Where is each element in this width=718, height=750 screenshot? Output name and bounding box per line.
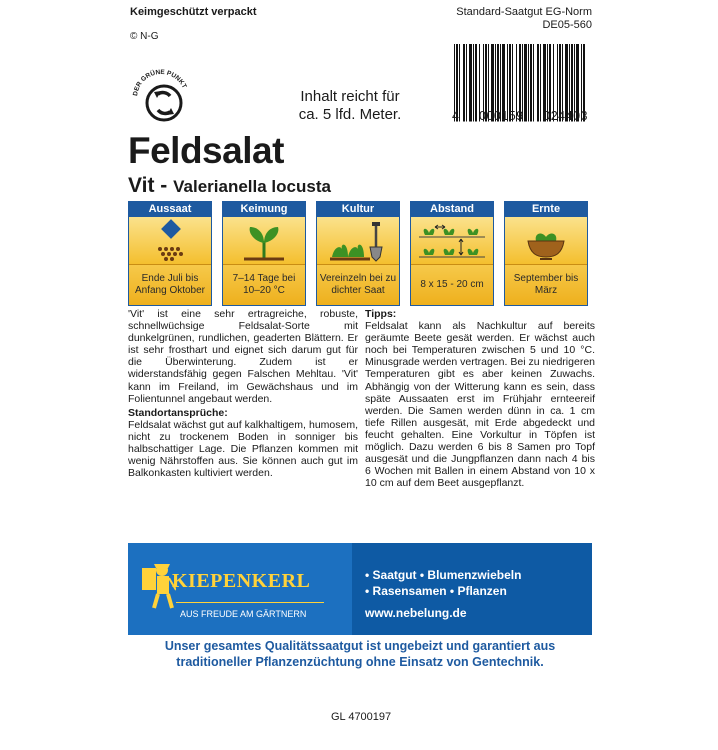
card-label: Abstand bbox=[411, 202, 493, 217]
description-text: 'Vit' ist eine sehr ertragreiche, robuste, schnellwüchsige Feldsalat-Sorte mit dunkelgrünen, rundlichen, geaderten Blättern. Er ist sehr frosthart und eignet sich darum gut für die Überwinterung. Zudem ist er widerstandsfähig gegen Falschen Mehltau. 'Vit' kann im Freiland, im Gewächshaus und im Folientunnel angebaut werden. bbox=[128, 308, 358, 405]
latin-name: Valerianella locusta bbox=[173, 177, 331, 196]
brand-slogan: AUS FREUDE AM GÄRTNERN bbox=[180, 609, 307, 619]
brand-divider bbox=[176, 602, 324, 603]
card-aussaat bbox=[128, 201, 212, 306]
logo-text: DER GRÜNE PUNKT bbox=[132, 68, 188, 97]
brand-list-item: • Saatgut • Blumenzwiebeln bbox=[365, 568, 522, 582]
product-subtitle bbox=[128, 174, 331, 198]
variety-name: Vit - bbox=[128, 174, 174, 197]
brand-name: KIEPENKERL bbox=[172, 570, 311, 592]
standard-line2: DE05-560 bbox=[542, 19, 592, 31]
card-text: September bis März bbox=[505, 265, 587, 305]
brand-website-link[interactable]: www.nebelung.de bbox=[365, 606, 467, 620]
standard-line1: Standard-Saatgut EG-Norm bbox=[456, 6, 592, 18]
kiepenkerl-figure-icon bbox=[140, 560, 176, 610]
card-abstand bbox=[410, 201, 494, 306]
card-text: Vereinzeln bei zu dichter Saat bbox=[317, 265, 399, 305]
card-text: 7–14 Tage bei 10–20 °C bbox=[223, 265, 305, 305]
bowl-icon bbox=[505, 217, 587, 264]
quality-note: Unser gesamtes Qualitätssaatgut ist ungebeizt und garantiert aus traditioneller Pflanzenzüchtung ohne Einsatz von Gentechnik. bbox=[164, 639, 556, 669]
card-keimung bbox=[222, 201, 306, 306]
tips-heading: Tipps: bbox=[365, 308, 397, 320]
content-note bbox=[285, 88, 415, 124]
card-label: Keimung bbox=[223, 202, 305, 217]
spacing-icon bbox=[411, 217, 493, 264]
tips-column bbox=[365, 308, 595, 490]
seed-packet-icon bbox=[129, 217, 211, 264]
barcode-digit-group: 000159 bbox=[479, 109, 524, 123]
barcode-digit-group: 024403 bbox=[543, 109, 588, 123]
copyright: © N-G bbox=[130, 31, 159, 42]
tips-text: Feldsalat kann als Nachkultur auf bereits geräumte Beete gesät werden. Er wächst auch noch bei Temperaturen zwischen 5 und 10 °C. Minusgrade werden vertragen. Bei zu niedrigeren Temperaturen gibt es aber keinen Zuwachs. Abhängig von der Witterung kann es sein, dass späte Aussaaten erst im Frühjahr ernteereif werden. Die Samen werden dünn in ca. 1 cm tiefe Rillen ausgesät, mit Erde abgedeckt und feucht gehalten. Eine Vorkultur in Töpfen ist möglich. Dazu werden 6 bis 8 Samen pro Topf ausgesät und die Jungpflanzen dann nach 4 bis 6 Wochen mit Ballen in einem Abstand von 10 x 10 cm auf dem Beet ausgepflanzt. bbox=[365, 320, 595, 490]
card-text: 8 x 15 - 20 cm bbox=[411, 265, 493, 305]
card-label: Aussaat bbox=[129, 202, 211, 217]
packaging-note: Keimgeschützt verpackt bbox=[130, 6, 257, 18]
card-text: Ende Juli bis Anfang Oktober bbox=[129, 265, 211, 305]
description-column bbox=[128, 308, 358, 479]
content-note-line1: Inhalt reicht für bbox=[300, 88, 400, 105]
card-label: Kultur bbox=[317, 202, 399, 217]
card-kultur bbox=[316, 201, 400, 306]
card-label: Ernte bbox=[505, 202, 587, 217]
article-code: GL 4700197 bbox=[331, 711, 392, 723]
location-text: Feldsalat wächst gut auf kalkhaltigem, humosem, nicht zu trockenem Boden in sonniger bis halbschattiger Lage. Die Pflanzen kommen mit wenig Nährstoffen aus. Sie können auch gut im Balkonkasten kultiviert werden. bbox=[128, 418, 358, 480]
gruener-punkt-logo bbox=[128, 62, 194, 128]
barcode-number bbox=[452, 109, 588, 123]
location-heading: Standortansprüche: bbox=[128, 406, 228, 419]
plants-spade-icon bbox=[317, 217, 399, 264]
brand-list-item: • Rasensamen • Pflanzen bbox=[365, 584, 507, 598]
seedling-icon bbox=[223, 217, 305, 264]
product-title: Feldsalat bbox=[128, 130, 284, 171]
barcode-digit-group: 4 bbox=[452, 109, 460, 123]
content-note-line2: ca. 5 lfd. Meter. bbox=[298, 106, 402, 123]
brand-product-list bbox=[365, 567, 521, 621]
standard-label bbox=[456, 6, 592, 32]
card-ernte bbox=[504, 201, 588, 306]
